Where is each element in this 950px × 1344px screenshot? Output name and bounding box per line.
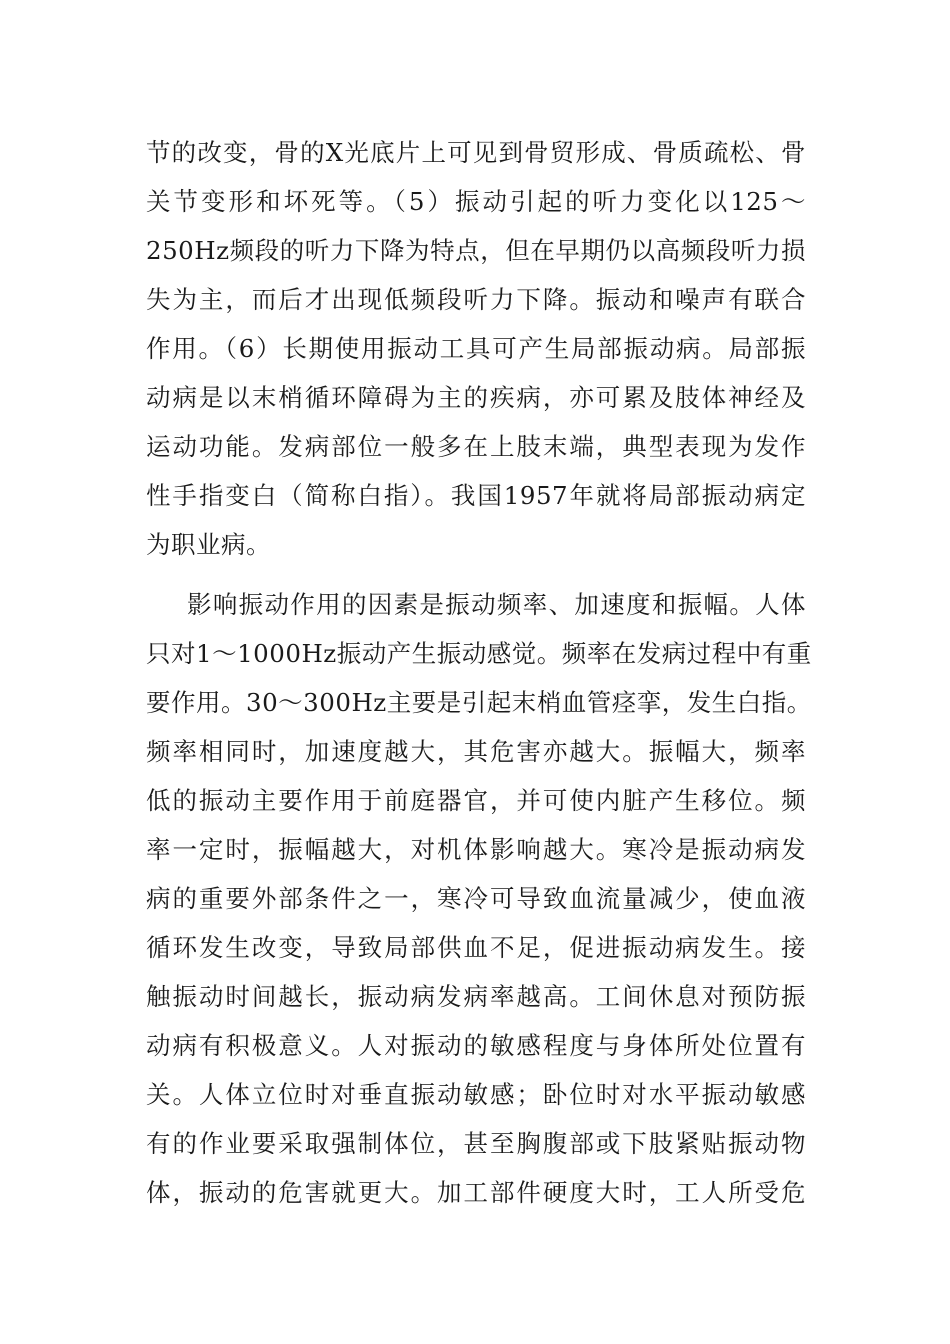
paragraph-1-line-3: 250Hz频段的听力下降为特点，但在早期仍以高频段听力损: [146, 236, 806, 265]
paragraph-2-line-2: 只对1～1000Hz振动产生振动感觉。频率在发病过程中有重: [146, 639, 812, 668]
paragraph-2-line-4: 频率相同时，加速度越大，其危害亦越大。振幅大，频率: [146, 737, 806, 766]
paragraph-2-line-6: 率一定时，振幅越大，对机体影响越大。寒冷是振动病发: [146, 835, 806, 864]
paragraph-2-line-13: 体，振动的危害就更大。加工部件硬度大时，工人所受危: [146, 1178, 806, 1207]
paragraph-1-line-2: 关节变形和坏死等。（5）振动引起的听力变化以125～: [146, 187, 806, 216]
paragraph-2-line-7: 病的重要外部条件之一，寒冷可导致血流量减少，使血液: [146, 884, 806, 913]
paragraph-2-line-12: 有的作业要采取强制体位，甚至胸腹部或下肢紧贴振动物: [146, 1129, 806, 1158]
paragraph-1-line-9: 为职业病。: [146, 530, 271, 559]
paragraph-1-line-4: 失为主，而后才出现低频段听力下降。振动和噪声有联合: [146, 285, 806, 314]
paragraph-1-line-5: 作用。（6）长期使用振动工具可产生局部振动病。局部振: [146, 334, 806, 363]
paragraph-2-line-9: 触振动时间越长，振动病发病率越高。工间休息对预防振: [146, 982, 806, 1011]
paragraph-2-line-10: 动病有积极意义。人对振动的敏感程度与身体所处位置有: [146, 1031, 806, 1060]
paragraph-1-line-1: 节的改变，骨的X光底片上可见到骨贸形成、骨质疏松、骨: [146, 138, 806, 167]
paragraph-1-line-8: 性手指变白（简称白指）。我国1957年就将局部振动病定: [146, 481, 806, 510]
paragraph-2-line-8: 循环发生改变，导致局部供血不足，促进振动病发生。接: [146, 933, 806, 962]
paragraph-1-line-7: 运动功能。发病部位一般多在上肢末端，典型表现为发作: [146, 432, 806, 461]
paragraph-2-line-1: 影响振动作用的因素是振动频率、加速度和振幅。人体: [187, 590, 806, 619]
paragraph-2-line-5: 低的振动主要作用于前庭器官，并可使内脏产生移位。频: [146, 786, 806, 815]
paragraph-2-line-11: 关。人体立位时对垂直振动敏感；卧位时对水平振动敏感: [146, 1080, 806, 1109]
paragraph-2-line-3: 要作用。30～300Hz主要是引起末梢血管痉挛，发生白指。: [146, 688, 812, 717]
paragraph-1-line-6: 动病是以末梢循环障碍为主的疾病，亦可累及肢体神经及: [146, 383, 806, 412]
